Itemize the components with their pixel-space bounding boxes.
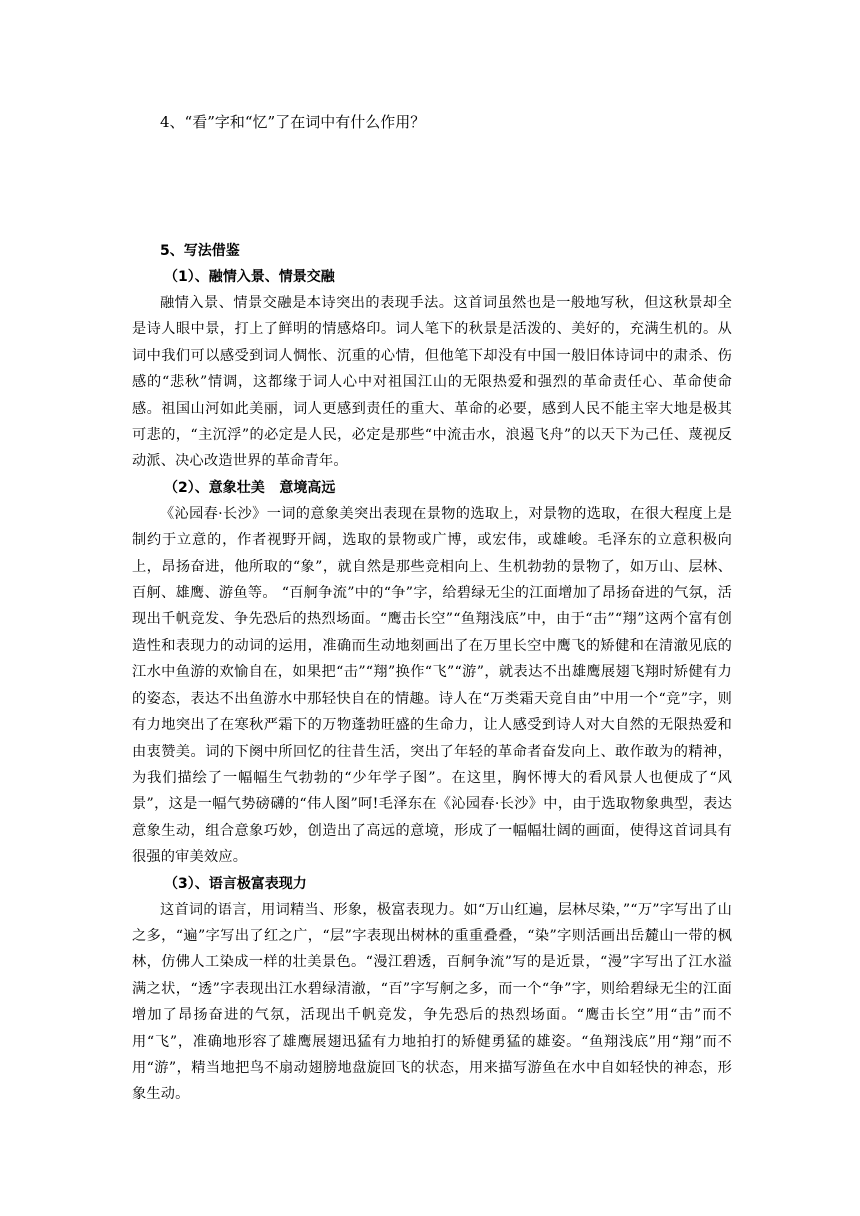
part-3-heading: （3）、语言极富表现力 xyxy=(164,875,307,892)
section-5-title: 5、写法借鉴 xyxy=(160,243,240,259)
part-2-paragraph: 《沁园春·长沙》一词的意象美突出表现在景物的选取上，对景物的选取，在很大程度上是制约于立意的，作者视野开阔，选取的景物或广博，或宏伟，或雄峻。毛泽东的立意积极向上，昂扬奋进，他所取的“象”，就自然是那些竞相向上、生机勃勃的景物了，如万山、层林、百舸、雄鹰、游鱼等。 “百舸争流”中的“争”字，给碧绿无尘的江面增加了昂扬奋进的气氛，活现出千帆竞发、争先恐后的热烈场面。“鹰击长空”“鱼翔浅底”中，由于“击”“翔”这两个富有创造性和表现力的动词的运用，准确而生动地刻画出了在万里长空中鹰飞的矫健和在清澈见底的江水中鱼游的欢愉自在，如果把“击”“翔”换作“飞”“游”，就表达不出雄鹰展翅飞翔时矫健有力的姿态，表达不出鱼游水中那轻快自在的情趣。诗人在“万类霜天竞自由”中用一个“竞”字，则有力地突出了在寒秋严霜下的万物蓬勃旺盛的生命力，让人感受到诗人对大自然的无限热爱和由衷赞美。词的下阕中所回忆的往昔生活，突出了年轻的革命者奋发向上、敢作敢为的精神，为我们描绘了一幅幅生气勃勃的“少年学子图”。在这里，胸怀博大的看风景人也便成了“风景”，这是一幅气势磅礴的“伟人图”呵!毛泽东在《沁园春·长沙》中，由于选取物象典型，表达意象生动，组合意象巧妙，创造出了高远的意境，形成了一幅幅壮阔的画面，使得这首词具有很强的审美效应。 xyxy=(132,505,732,866)
section-5 xyxy=(132,238,732,1108)
part-3-paragraph: 这首词的语言，用词精当、形象，极富表现力。如“万山红遍，层林尽染，”“万”字写出了山之多，“遍”字写出了红之广，“层”字表现出树林的重重叠叠，“染”字则活画出岳麓山一带的枫林，仿佛人工染成一样的壮美景色。“漫江碧透，百舸争流”写的是近景，“漫”字写出了江水溢满之状，“透”字表现出江水碧绿清澈，“百”字写舸之多，而一个“争”字，则给碧绿无尘的江面增加了昂扬奋进的气氛，活现出千帆竞发，争先恐后的热烈场面。“鹰击长空”用“击”而不用“飞”，准确地形容了雄鹰展翅迅猛有力地拍打的矫健勇猛的雄姿。“鱼翔浅底”用“翔”而不用“游”，精当地把鸟不扇动翅膀地盘旋回飞的状态，用来描写游鱼在水中自如轻快的神态，形象生动。 xyxy=(132,901,732,1103)
part-1-heading: （1）、融情入景、情景交融 xyxy=(164,269,335,285)
question-4: 4、“看”字和“忆”了在词中有什么作用？ xyxy=(160,113,426,131)
part-1-paragraph: 融情入景、情景交融是本诗突出的表现手法。这首词虽然也是一般地写秋，但这秋景却全是诗人眼中景，打上了鲜明的情感烙印。词人笔下的秋景是活泼的、美好的，充满生机的。从词中我们可以感受到词人惆怅、沉重的心情，但他笔下却没有中国一般旧体诗词中的肃杀、伤感的“悲秋”情调，这都缘于词人心中对祖国江山的无限热爱和强烈的革命责任心、革命使命感。祖国山河如此美丽，词人更感到责任的重大、革命的必要，感到人民不能主宰大地是极其可悲的，“主沉浮”的必定是人民，必定是那些“中流击水，浪遏飞舟”的以天下为己任、蔑视反动派、决心改造世界的革命青年。 xyxy=(132,295,732,470)
part-2-heading: （2）、意象壮美 意境高远 xyxy=(164,479,336,496)
